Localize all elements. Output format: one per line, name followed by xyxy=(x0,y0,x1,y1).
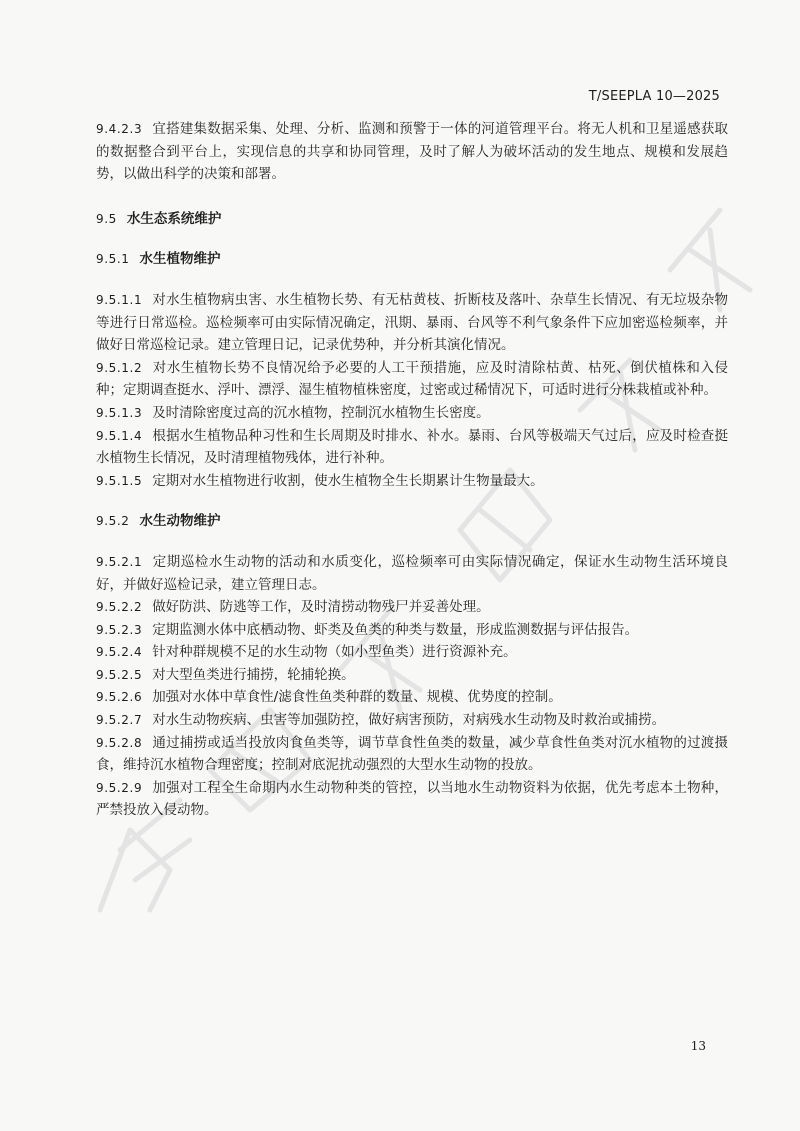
clause-text: 对大型鱼类进行捕捞，轮捕轮换。 xyxy=(152,666,355,683)
clause-9-5-2-5 xyxy=(96,664,728,687)
clause-number: 9.5.2.4 xyxy=(96,645,143,660)
clause-9-5-2-6 xyxy=(96,686,728,709)
clause-text: 定期巡检水生动物的活动和水质变化，巡检频率可由实际情况确定，保证水生动物生活环境良好，并做好巡检记录，建立管理日志。 xyxy=(96,553,728,593)
section-heading-9-5-2 xyxy=(96,510,728,533)
clause-9-5-1-1 xyxy=(96,289,728,357)
clause-text: 加强对工程全生命期内水生动物种类的管控，以当地水生动物资料为依据，优先考虑本土物种，严禁投放入侵动物。 xyxy=(96,779,728,819)
clause-number: 9.5.2.1 xyxy=(96,554,143,569)
heading-number: 9.5.2 xyxy=(96,514,130,529)
page-number: 13 xyxy=(690,1039,706,1053)
clause-text: 宜搭建集数据采集、处理、分析、监测和预警于一体的河道管理平台。将无人机和卫星遥感获取的数据整合到平台上，实现信息的共享和协同管理，及时了解人为破坏活动的发生地点、规模和发展趋势，以做出科学的决策和部署。 xyxy=(96,121,728,183)
clause-text: 做好防洪、防逃等工作，及时清捞动物残尸并妥善处理。 xyxy=(152,599,490,616)
clause-9-5-2-1 xyxy=(96,551,728,596)
clause-9-4-2-3 xyxy=(96,118,728,186)
clause-number: 9.4.2.3 xyxy=(96,122,143,136)
clause-number: 9.5.1.1 xyxy=(96,292,143,307)
clause-text: 对水生动物疾病、虫害等加强防控，做好病害预防，对病残水生动物及时救治或捕捞。 xyxy=(152,712,666,729)
heading-number: 9.5.1 xyxy=(96,252,130,267)
standard-code: T/SEEPLA 10—2025 xyxy=(588,89,720,104)
clause-text: 加强对水体中草食性/滤食性鱼类种群的数量、规模、优势度的控制。 xyxy=(152,689,562,706)
clause-text: 定期对水生植物进行收割，使水生植物全生长期累计生物量最大。 xyxy=(152,472,544,489)
clause-number: 9.5.2.5 xyxy=(96,667,143,682)
clause-9-5-2-8 xyxy=(96,732,728,777)
clause-text: 根据水生植物品种习性和生长周期及时排水、补水。暴雨、台风等极端天气过后，应及时检查挺水植物生长情况，及时清理植物残体，进行补种。 xyxy=(96,427,728,467)
clause-text: 对水生植物病虫害、水生植物长势、有无枯黄枝、折断枝及落叶、杂草生长情况、有无垃圾杂物等进行日常巡检。巡检频率可由实际情况确定，汛期、暴雨、台风等不利气象条件下应加密巡检频率，并做好日常巡检记录。建立管理日记，记录优势种，并分析其演化情况。 xyxy=(96,291,728,354)
clause-9-5-1-2 xyxy=(96,357,728,402)
clause-text: 针对种群规模不足的水生动物（如小型鱼类）进行资源补充。 xyxy=(152,644,517,661)
clause-text: 对水生植物长势不良情况给予必要的人工干预措施，应及时清除枯黄、枯死、倒伏植株和入侵种；定期调查挺水、浮叶、漂浮、湿生植物植株密度，过密或过稀情况下，可适时进行分株栽植或补种。 xyxy=(96,359,728,399)
document-body xyxy=(96,118,728,822)
clause-9-5-1-4 xyxy=(96,425,728,470)
clause-number: 9.5.1.3 xyxy=(96,405,143,420)
clause-9-5-2-2 xyxy=(96,596,728,619)
section-heading-9-5-1 xyxy=(96,248,728,271)
clause-number: 9.5.1.2 xyxy=(96,360,143,375)
clause-9-5-2-7 xyxy=(96,709,728,732)
clause-text: 及时清除密度过高的沉水植物，控制沉水植物生长密度。 xyxy=(152,404,490,421)
heading-title: 水生态系统维护 xyxy=(126,210,222,227)
clause-number: 9.5.2.3 xyxy=(96,622,143,637)
section-heading-9-5 xyxy=(96,208,728,231)
clause-number: 9.5.2.8 xyxy=(96,735,143,750)
clause-number: 9.5.1.5 xyxy=(96,473,143,488)
heading-title: 水生植物维护 xyxy=(139,251,221,268)
clause-9-5-2-9 xyxy=(96,777,728,822)
clause-9-5-2-4 xyxy=(96,641,728,664)
clause-number: 9.5.2.7 xyxy=(96,713,143,728)
heading-title: 水生动物维护 xyxy=(139,513,221,530)
heading-number: 9.5 xyxy=(96,211,117,226)
clause-number: 9.5.2.2 xyxy=(96,600,143,615)
clause-number: 9.5.1.4 xyxy=(96,428,143,443)
clause-9-5-2-3 xyxy=(96,619,728,642)
clause-9-5-1-3 xyxy=(96,402,728,425)
clause-text: 通过捕捞或适当投放肉食鱼类等，调节草食性鱼类的数量，减少草食性鱼类对沉水植物的过渡摄食，维持沉水植物合理密度；控制对底泥扰动强烈的大型水生动物的投放。 xyxy=(96,734,728,774)
clause-9-5-1-5 xyxy=(96,470,728,493)
clause-number: 9.5.2.6 xyxy=(96,690,143,705)
clause-text: 定期监测水体中底栖动物、虾类及鱼类的种类与数量，形成监测数据与评估报告。 xyxy=(152,621,639,638)
clause-number: 9.5.2.9 xyxy=(96,780,143,795)
